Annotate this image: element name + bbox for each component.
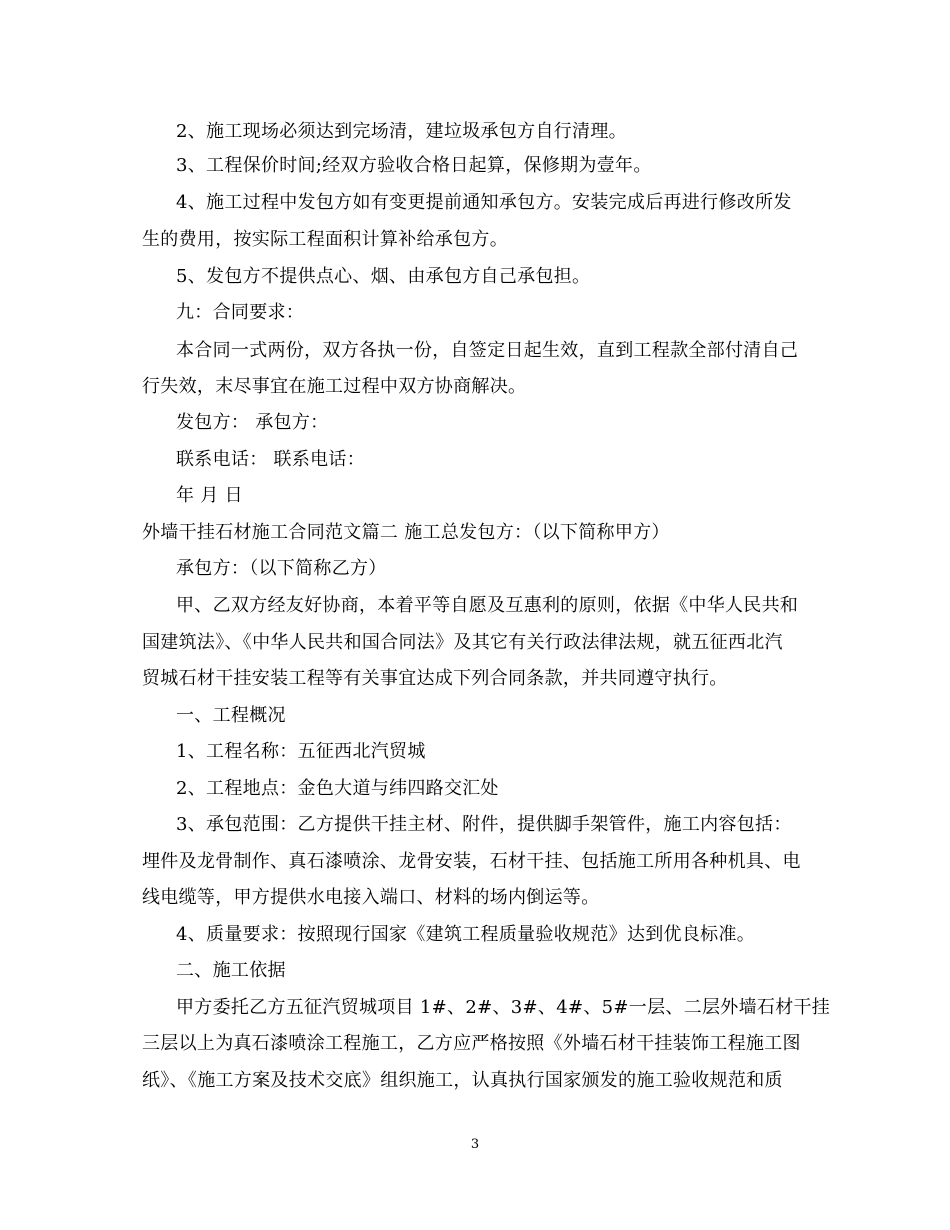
paragraph-line: 甲、乙双方经友好协商，本着平等自愿及互惠利的原则，依据《中华人民共和: [176, 595, 799, 616]
paragraph-line: 本合同一式两份，双方各执一份，自签定日起生效，直到工程款全部付清自己: [176, 340, 799, 361]
paragraph-line: 线电缆等，甲方提供水电接入端口、材料的场内倒运等。: [142, 887, 600, 908]
paragraph-line: 3、承包范围：乙方提供干挂主材、附件，提供脚手架管件，施工内容包括：: [176, 814, 792, 835]
section-heading: 九：合同要求：: [176, 302, 305, 323]
section-heading: 一、工程概况: [176, 705, 286, 726]
paragraph-line: 三层以上为真石漆喷涂工程施工，乙方应严格按照《外墙石材干挂装饰工程施工图: [142, 1033, 801, 1054]
date-line: 年 月 日: [176, 485, 243, 506]
page-number: 3: [470, 1137, 480, 1152]
paragraph-line: 纸》、《施工方案及技术交底》组织施工，认真执行国家颁发的施工验收规范和质: [142, 1070, 783, 1091]
paragraph-line: 行失效，末尽事宜在施工过程中双方协商解决。: [142, 376, 527, 397]
signature-parties-line: 发包方： 承包方：: [176, 412, 329, 433]
paragraph-line: 承包方：（以下简称乙方）: [176, 558, 387, 579]
paragraph-line: 2、施工现场必须达到完场清，建垃圾承包方自行清理。: [176, 121, 627, 142]
paragraph-line: 贸城石材干挂安装工程等有关事宜达成下列合同条款，并共同遵守执行。: [142, 668, 728, 689]
paragraph-line: 5、发包方不提供点心、烟、由承包方自己承包担。: [176, 266, 591, 287]
article-title-line: 外墙干挂石材施工合同范文篇二 施工总发包方：（以下简称甲方）: [142, 522, 670, 543]
paragraph-line: 1、工程名称：五征西北汽贸城: [176, 741, 426, 762]
paragraph-line: 3、工程保价时间;经双方验收合格日起算，保修期为壹年。: [176, 155, 652, 176]
section-heading: 二、施工依据: [176, 960, 286, 981]
contact-phone-line: 联系电话： 联系电话：: [176, 449, 366, 470]
paragraph-line: 2、工程地点：金色大道与纬四路交汇处: [176, 778, 499, 799]
paragraph-line: 生的费用，按实际工程面积计算补给承包方。: [142, 229, 508, 250]
paragraph-line: 4、施工过程中发包方如有变更提前通知承包方。安装完成后再进行修改所发: [176, 192, 792, 213]
paragraph-line: 埋件及龙骨制作、真石漆喷涂、龙骨安装，石材干挂、包括施工所用各种机具、电: [142, 851, 801, 872]
paragraph-line: 国建筑法》、《中华人民共和国合同法》及其它有关行政法律法规，就五征西北汽: [142, 632, 783, 653]
paragraph-line: 4、质量要求：按照现行国家《建筑工程质量验收规范》达到优良标准。: [176, 924, 756, 945]
paragraph-line: 甲方委托乙方五征汽贸城项目 1#、2#、3#、4#、5#一层、二层外墙石材干挂: [176, 997, 831, 1018]
